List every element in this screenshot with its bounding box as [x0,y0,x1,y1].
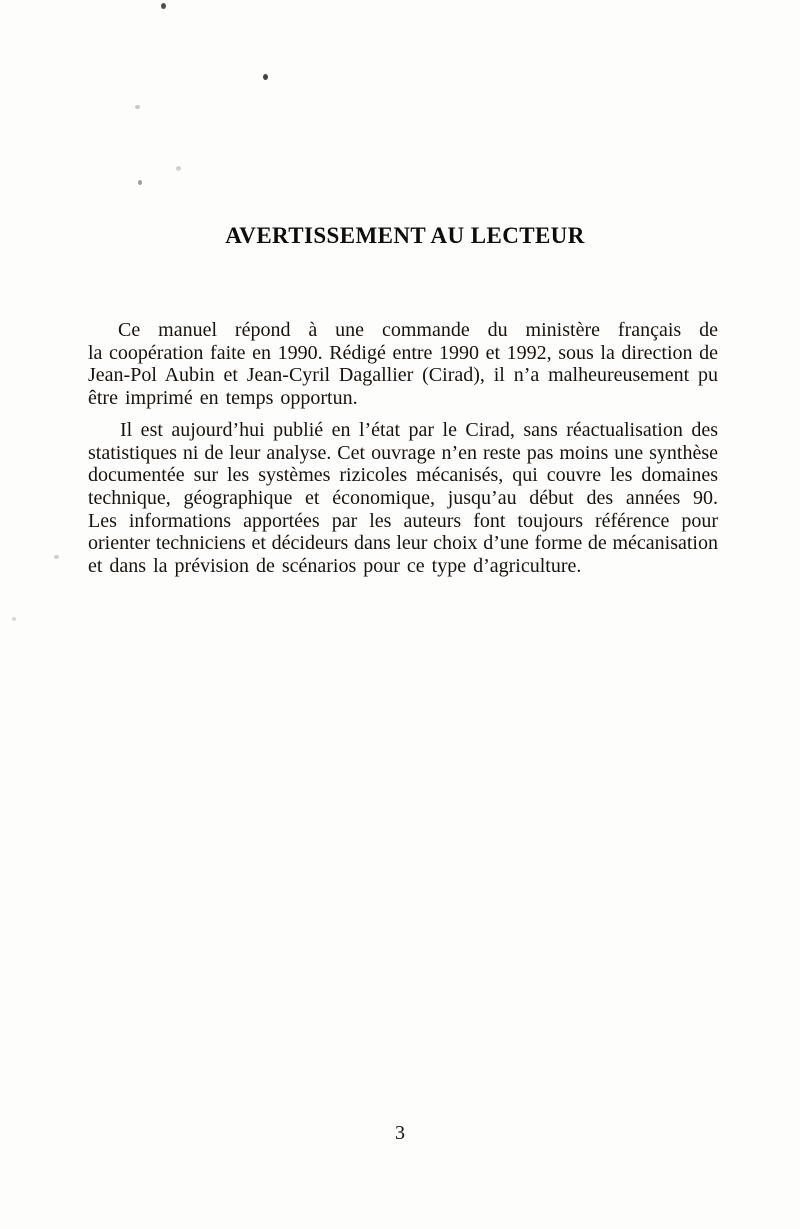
text-line: technique, géographique et économique, jusqu’au début des années 90. [88,487,718,510]
text-line: orienter techniciens et décideurs dans leur choix d’une forme de mécanisation [88,532,718,555]
text-line: la coopération faite en 1990. Rédigé entre 1990 et 1992, sous la direction de [88,341,718,364]
scan-speck [12,617,16,621]
scan-speck [176,166,181,171]
text-line: Jean-Pol Aubin et Jean-Cyril Dagallier (Cirad), il n’a malheureusement pu [88,364,718,387]
scan-speck [263,74,268,80]
scan-speck [135,105,140,109]
text-line: être imprimé en temps opportun. [88,387,358,410]
text-line: Ce manuel répond à une commande du ministère français de [118,319,718,341]
scan-speck [161,3,166,9]
text-line: Il est aujourd’hui publié en l’état par le Cirad, sans réactualisation des [120,419,718,441]
scan-speck [54,555,59,559]
text-line: Les informations apportées par les auteurs font toujours référence pour [88,509,718,532]
text-line: statistiques ni de leur analyse. Cet ouvrage n’en reste pas moins une synthèse [88,441,718,464]
scan-speck [138,180,142,185]
page-title: AVERTISSEMENT AU LECTEUR [225,223,585,248]
page-number: 3 [395,1122,405,1144]
paragraph-1 [88,319,718,410]
text-line: documentée sur les systèmes rizicoles mécanisés, qui couvre les domaines [88,464,718,487]
text-line: et dans la prévision de scénarios pour ce type d’agriculture. [88,555,582,578]
paragraph-2 [88,419,718,578]
